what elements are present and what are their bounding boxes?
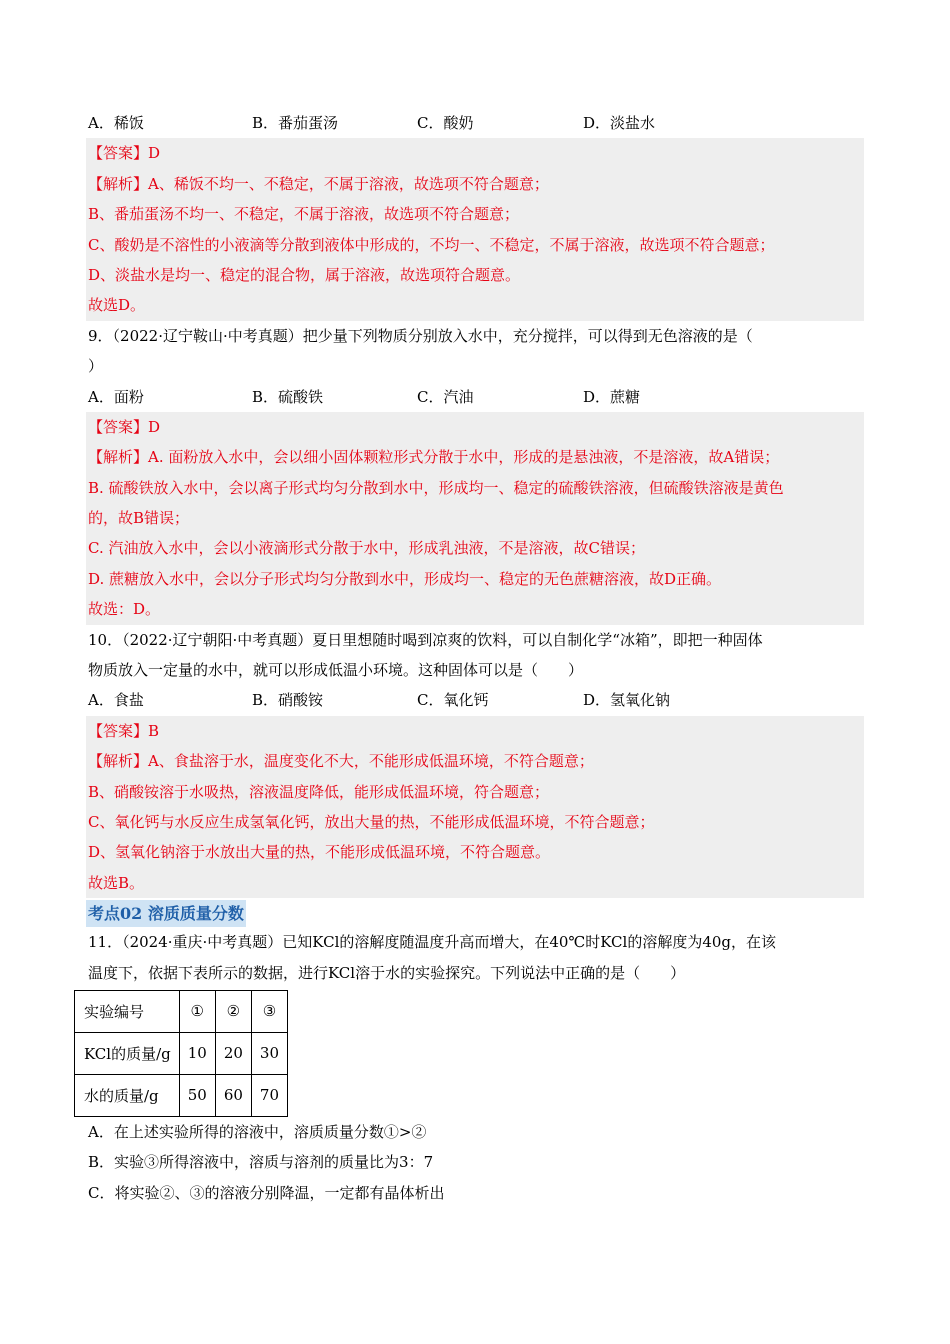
- q8-option-c: C．酸奶: [417, 114, 474, 132]
- q10-analysis-line: B、硝酸铵溶于水吸热，溶液温度降低，能形成低温环境，符合题意；: [88, 782, 550, 801]
- q10-option-a: A．食盐: [88, 691, 144, 710]
- table-row: [75, 990, 288, 1032]
- q9-analysis-line: D. 蔗糖放入水中，会以分子形式均匀分散到水中，形成均一、稳定的无色蔗糖溶液，故D正确。: [88, 569, 722, 588]
- q11-stem-cont: 温度下，依据下表所示的数据，进行KCl溶于水的实验探究。下列说法中正确的是（ ）: [88, 963, 686, 982]
- table-cell: 60: [215, 1074, 251, 1116]
- q8-analysis-line: B、番茄蛋汤不均一、不稳定，不属于溶液，故选项不符合题意；: [88, 205, 520, 224]
- table-cell: KCl的质量/g: [75, 1032, 180, 1074]
- q9-option-d: D．蔗糖: [583, 387, 641, 406]
- section-heading: 考点02 溶质质量分数: [86, 900, 246, 927]
- q9-answer: 【答案】D: [88, 417, 161, 436]
- q8-analysis-line: D、淡盐水是均一、稳定的混合物，属于溶液，故选项符合题意。: [88, 265, 521, 284]
- q10-option-d: D．氢氧化钠: [583, 691, 671, 710]
- q11-stem: 11．（2024·重庆·中考真题）已知KCl的溶解度随温度升高而增大，在40℃时KCl的溶解度为40g，在该: [88, 933, 777, 952]
- q8-option-a: A．稀饭: [88, 114, 144, 132]
- table-cell: 实验编号: [75, 990, 180, 1032]
- q10-analysis-line: C、氧化钙与水反应生成氢氧化钙，放出大量的热，不能形成低温环境，不符合题意；: [88, 812, 655, 831]
- q8-analysis-line: 故选D。: [88, 296, 146, 315]
- q8-option-b: B．番茄蛋汤: [252, 114, 339, 132]
- q8-answer-block: [86, 138, 864, 320]
- q9-option-a: A．面粉: [88, 387, 144, 406]
- q8-analysis-line: 【解析】A、稀饭不均一、不稳定，不属于溶液，故选项不符合题意；: [88, 174, 549, 193]
- q11-option-b: B．实验③所得溶液中，溶质与溶剂的质量比为3：7: [88, 1153, 434, 1172]
- q10-answer: 【答案】B: [88, 721, 160, 740]
- table-cell: ③: [251, 990, 287, 1032]
- table-cell: 70: [251, 1074, 287, 1116]
- q9-analysis-line: B. 硫酸铁放入水中，会以离子形式均匀分散到水中，形成均一、稳定的硫酸铁溶液，但硫酸铁溶液是黄色: [88, 478, 784, 497]
- q9-options: [86, 382, 864, 412]
- q10-stem: 10．（2022·辽宁朝阳·中考真题）夏日里想随时喝到凉爽的饮料，可以自制化学“冰箱”，即把一种固体: [88, 630, 763, 649]
- q9-analysis-line: 的，故B错误；: [88, 509, 190, 528]
- q11-option-a: A．在上述实验所得的溶液中，溶质质量分数①>②: [88, 1122, 427, 1141]
- q8-analysis-line: C、酸奶是不溶性的小液滴等分散到液体中形成的，不均一、不稳定，不属于溶液，故选项不符合题意；: [88, 235, 775, 254]
- q9-option-b: B．硫酸铁: [252, 387, 324, 406]
- table-cell: ①: [179, 990, 215, 1032]
- q11-option-c: C．将实验②、③的溶液分别降温，一定都有晶体析出: [88, 1183, 445, 1202]
- q9-analysis-line: 【解析】A. 面粉放入水中，会以细小固体颗粒形式分散于水中，形成的是悬浊液，不是溶液，故A错误；: [88, 448, 780, 467]
- table-row: [75, 1032, 288, 1074]
- q9-analysis-line: 故选：D。: [88, 600, 161, 619]
- q9-stem-cont: ）: [88, 357, 104, 376]
- q10-answer-block: [86, 716, 864, 898]
- q9-option-c: C．汽油: [417, 387, 474, 406]
- q10-option-b: B．硝酸铵: [252, 691, 324, 710]
- table-cell: 50: [179, 1074, 215, 1116]
- q9-analysis-line: C. 汽油放入水中，会以小液滴形式分散于水中，形成乳浊液，不是溶液，故C错误；: [88, 539, 645, 558]
- q9-answer-block: [86, 412, 864, 625]
- experiment-table: [74, 990, 288, 1117]
- document-page: [86, 108, 864, 1208]
- q9-stem: 9．（2022·辽宁鞍山·中考真题）把少量下列物质分别放入水中，充分搅拌，可以得到无色溶液的是（: [88, 326, 753, 345]
- q10-options: [86, 685, 864, 715]
- table-row: [75, 1074, 288, 1116]
- q10-stem-cont: 物质放入一定量的水中，就可以形成低温小环境。这种固体可以是（ ）: [88, 661, 584, 680]
- q10-analysis-line: 【解析】A、食盐溶于水，温度变化不大，不能形成低温环境，不符合题意；: [88, 752, 594, 771]
- table-cell: 10: [179, 1032, 215, 1074]
- q8-options: [86, 108, 864, 138]
- q10-option-c: C．氧化钙: [417, 691, 489, 710]
- q8-answer: 【答案】D: [88, 144, 161, 163]
- table-cell: ②: [215, 990, 251, 1032]
- table-cell: 20: [215, 1032, 251, 1074]
- table-cell: 水的质量/g: [75, 1074, 180, 1116]
- q8-option-d: D．淡盐水: [583, 114, 656, 132]
- table-cell: 30: [251, 1032, 287, 1074]
- q10-analysis-line: D、氢氧化钠溶于水放出大量的热，不能形成低温环境，不符合题意。: [88, 843, 551, 862]
- q10-analysis-line: 故选B。: [88, 873, 145, 892]
